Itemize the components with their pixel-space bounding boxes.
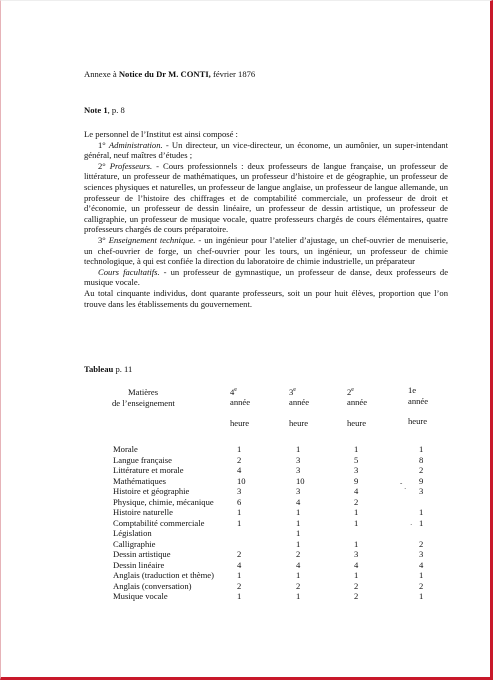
fac-label: Cours facultatifs. <box>98 266 160 277</box>
table-cell-hours: 3 <box>237 486 242 496</box>
table-cell-hours: 2 <box>419 465 424 475</box>
scan-mark: · <box>410 521 413 529</box>
table-cell-hours: 1 <box>296 538 301 549</box>
table-cell-hours: 1 <box>296 507 301 517</box>
table-row-subject: Anglais (traduction et thème) <box>113 570 214 580</box>
technique-paragraph <box>84 235 448 267</box>
table-cell-hours: 1 <box>296 528 301 538</box>
table-cell-hours: 4 <box>419 559 424 570</box>
scan-mark: - <box>400 479 403 487</box>
table-cell-hours: 3 <box>354 549 359 559</box>
col1-num: 1e <box>408 385 417 395</box>
column-header-1e <box>408 385 428 427</box>
table-cell-hours: 1 <box>296 444 301 454</box>
col2-annee: année <box>347 397 368 408</box>
table-row-subject: Physique, chimie, mécanique <box>113 496 214 507</box>
table-cell-hours: 3 <box>419 549 424 559</box>
fac-text: - un professeur de gymnastique, un professeur de danse, deux professeurs de musique vocale. <box>84 266 449 288</box>
table-cell-hours: 5 <box>354 454 359 465</box>
table-row-subject: Dessin artistique <box>113 549 171 559</box>
subject-header <box>112 387 175 408</box>
table-cell-hours: 10 <box>237 475 246 486</box>
total-paragraph: Au total cinquante individus, dont quarante professeurs, soit un pour huit élèves, proportion que l’on trouve dans les établissements du gouvernement. <box>84 287 448 309</box>
col3-unit: heure <box>289 418 309 429</box>
tech-text: - un ingénieur pour l’atelier d’ajustage, un chef-ouvrier de menuiserie, un chef-ouvrier de forge, un chef-ouvrier pour les tours, un ingénieur, un professeur de chimie technologique, à qui est confiée la direction du laboratoire de chimie industrielle, un préparateur <box>84 234 448 267</box>
table-cell-hours: 1 <box>237 507 242 517</box>
table-cell-hours: 2 <box>237 580 242 591</box>
table-cell-hours: 1 <box>237 570 242 580</box>
col2-num: 2 <box>347 386 352 397</box>
table-cell-hours: 1 <box>296 570 301 580</box>
table-cell-hours: 2 <box>237 454 242 465</box>
table-cell-hours: 1 <box>354 517 359 528</box>
note-page: , p. 8 <box>107 105 125 115</box>
table-row-subject: Langue française <box>113 454 172 465</box>
table-cell-hours: 3 <box>296 486 301 496</box>
table-cell-hours: 9 <box>419 475 424 486</box>
subject-header-line1: Matières <box>128 387 159 397</box>
table-cell-hours: 1 <box>354 570 359 580</box>
column-header-3e <box>289 385 309 429</box>
col4-annee: année <box>230 397 251 408</box>
table-cell-hours: 4 <box>237 559 242 570</box>
table-row-subject: Dessin linéaire <box>113 559 165 570</box>
table-cell-hours: 8 <box>419 454 424 465</box>
table-cell-hours: 1 <box>354 538 359 549</box>
facultatifs-paragraph <box>84 267 448 288</box>
table-cell-hours: 2 <box>419 580 424 591</box>
col3-annee: année <box>289 397 310 408</box>
table-row-subject: Littérature et morale <box>113 465 184 475</box>
admin-label: Administration. <box>108 139 163 150</box>
table-cell-hours: 6 <box>237 496 242 507</box>
table-row-subject: Musique vocale <box>113 591 168 601</box>
table-cell-hours: 2 <box>419 538 424 549</box>
table-cell-hours: 1 <box>419 591 424 601</box>
tech-label: Enseignement technique. <box>108 234 196 245</box>
table-cell-hours: 2 <box>354 580 359 591</box>
table-row-subject: Histoire et géographie <box>113 486 190 496</box>
table-cell-hours: 4 <box>354 486 359 496</box>
table-cell-hours: 1 <box>296 517 301 528</box>
table-cell-hours: 1 <box>237 517 242 528</box>
table-cell-hours: 1 <box>354 507 359 517</box>
header-date: février 1876 <box>210 69 256 79</box>
col3-num: 3 <box>289 386 294 397</box>
column-header-2e <box>347 385 367 429</box>
scan-mark: · <box>404 485 407 493</box>
table-row-subject: Comptabilité commerciale <box>113 517 205 528</box>
table-cell-hours: 1 <box>419 517 424 528</box>
col2-sup: e <box>351 387 354 393</box>
col1-unit: heure <box>408 416 428 427</box>
table-cell-hours: 1 <box>237 591 242 601</box>
header-notice-title: Notice du Dr M. CONTI, <box>118 69 211 79</box>
table-cell-hours: 4 <box>296 559 301 570</box>
admin-number: 1° <box>98 139 109 150</box>
table-cell-hours: 2 <box>296 549 301 559</box>
table-row-subject: Morale <box>113 444 138 454</box>
table-cell-hours: 9 <box>354 475 359 486</box>
annex-header <box>84 69 255 80</box>
table-cell-hours: 3 <box>419 486 424 496</box>
tableau-page: p. 11 <box>113 364 133 374</box>
table-cell-hours: 2 <box>237 549 242 559</box>
prof-number: 2° <box>98 160 110 171</box>
table-cell-hours: 1 <box>419 570 424 580</box>
note-label: Note 1 <box>84 105 108 115</box>
table-cell-hours: 1 <box>237 444 242 454</box>
table-cell-hours: 3 <box>354 465 359 475</box>
table-row-subject: Calligraphie <box>113 538 156 549</box>
column-header-4e <box>230 385 250 429</box>
table-cell-hours: 4 <box>296 496 301 507</box>
col1-annee: année <box>408 395 429 406</box>
table-cell-hours: 4 <box>237 465 242 475</box>
professeurs-paragraph <box>84 161 448 235</box>
table-cell-hours: 10 <box>296 475 305 486</box>
col4-unit: heure <box>230 418 250 429</box>
table-row-subject: Législation <box>113 528 152 538</box>
table-cell-hours: 2 <box>354 496 359 507</box>
admin-text: - Un directeur, un vice-directeur, un économe, un aumônier, un super-intendant général, neuf maîtres d’études ; <box>84 139 448 161</box>
col2-unit: heure <box>347 418 367 429</box>
tableau-label: Tableau <box>84 364 114 374</box>
prof-label: Professeurs. <box>109 160 153 171</box>
administration-paragraph <box>84 140 448 161</box>
subject-header-line2: de l’enseignement <box>112 397 175 408</box>
table-cell-hours: 1 <box>419 444 424 454</box>
table-row-subject: Mathématiques <box>113 475 166 486</box>
col3-sup: e <box>293 387 296 393</box>
table-cell-hours: 2 <box>354 591 359 601</box>
header-prefix: Annexe à <box>84 69 119 79</box>
prof-text: - Cours professionnels : deux professeurs de langue française, un professeur de littérature, un professeur de mathématiques, un professeur d’histoire et de géographie, un professeur de sciences physiques et naturelles, un professeur de langue anglaise, un professeur de langue allemande, un professeur de l’histoire des chiffrages et de comptabilité commerciale, un professeur de droit et d’économie, un professeur de dessin linéaire, un professeur de dessin artistique, un professeur de calligraphie, un professeur de musique vocale, quatre professeurs chargés de cours élémentaires, quatre professeurs chargés de cours préparatoire. <box>84 160 448 235</box>
table-cell-hours: 3 <box>296 465 301 475</box>
table-row-subject: Histoire naturelle <box>113 507 173 517</box>
col4-num: 4 <box>230 386 235 397</box>
table-cell-hours: 2 <box>296 580 301 591</box>
intro-paragraph: Le personnel de l’Institut est ainsi composé : <box>84 129 238 139</box>
table-row-subject: Anglais (conversation) <box>113 580 192 591</box>
tableau-heading <box>84 364 132 375</box>
tech-number: 3° <box>98 234 109 245</box>
table-cell-hours: 1 <box>354 444 359 454</box>
table-cell-hours: 1 <box>296 591 301 601</box>
table-cell-hours: 4 <box>354 559 359 570</box>
table-cell-hours: 1 <box>419 507 424 517</box>
note-heading <box>84 105 125 116</box>
col4-sup: e <box>234 387 237 393</box>
table-cell-hours: 3 <box>296 454 301 465</box>
note-body <box>84 129 448 309</box>
